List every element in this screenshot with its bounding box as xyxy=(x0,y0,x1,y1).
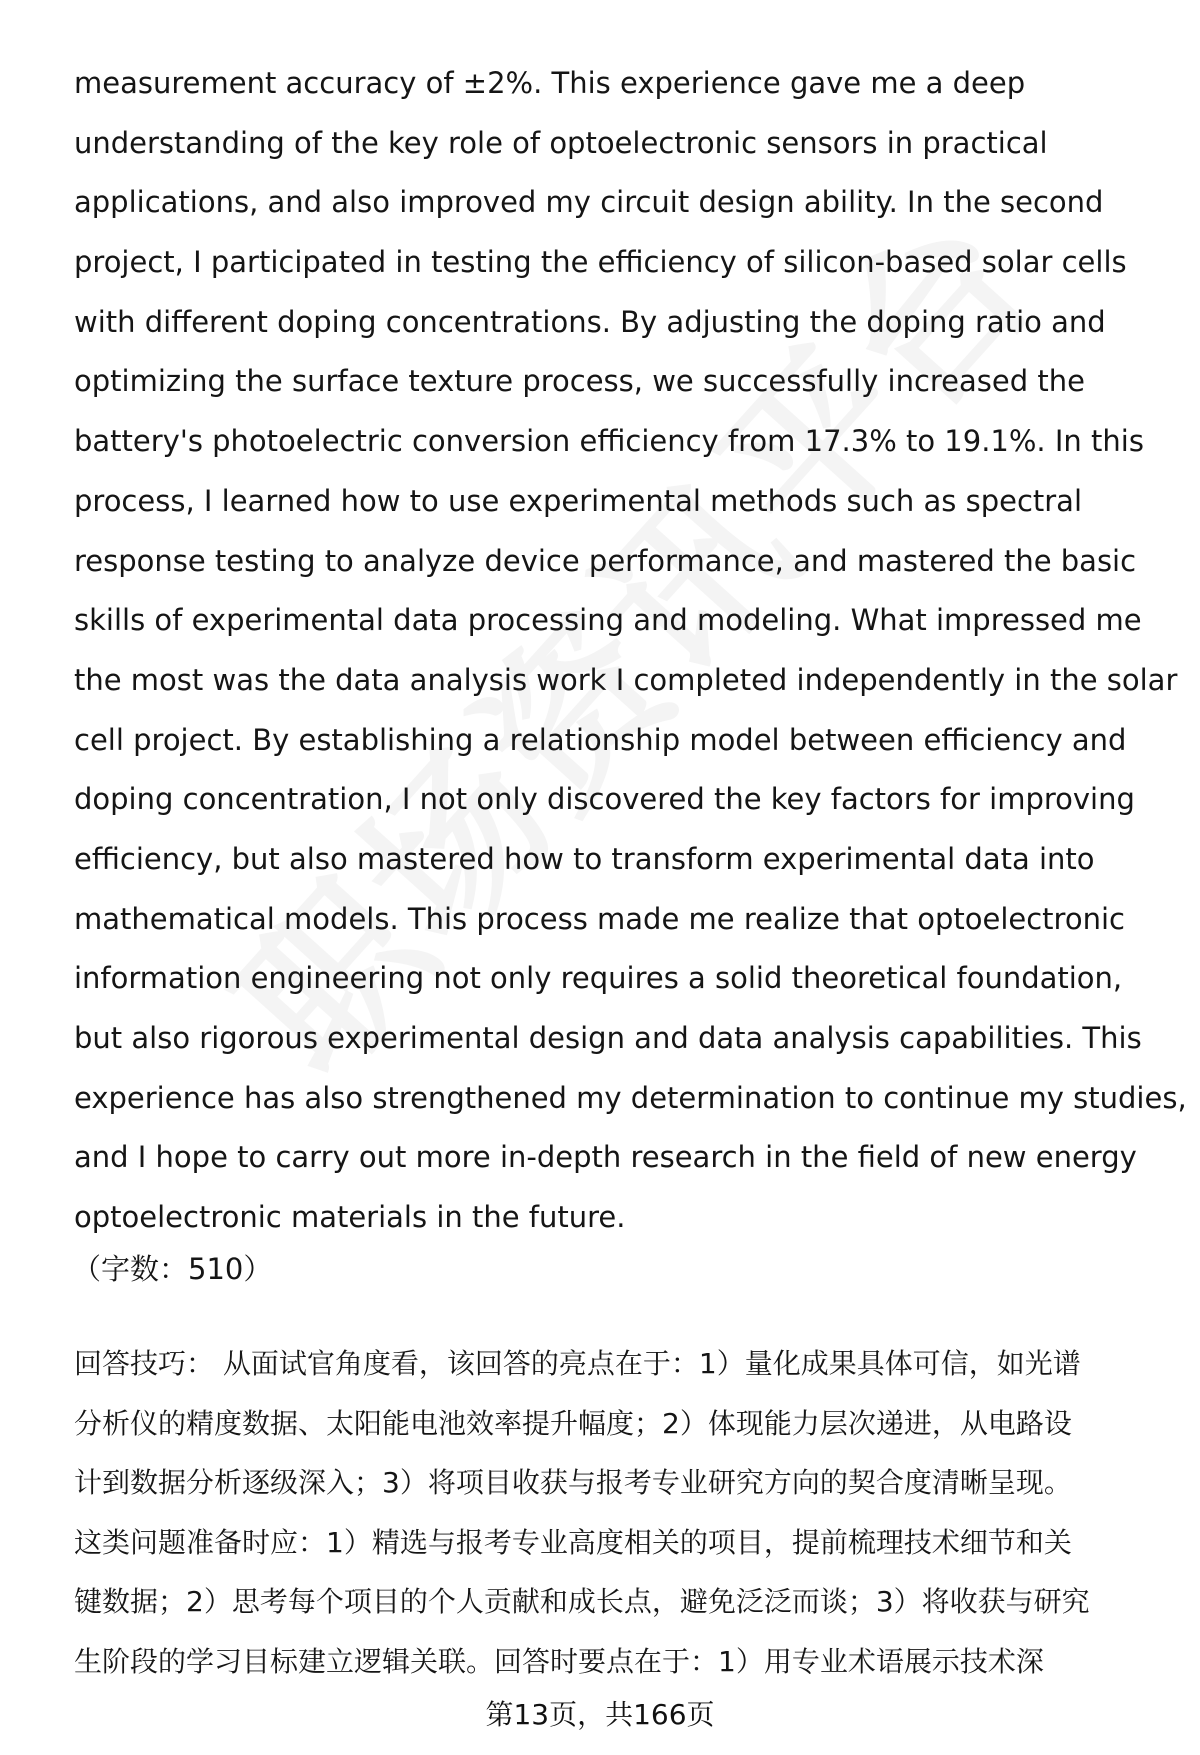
answer-line: but also rigorous experimental design and data analysis capabilities. This xyxy=(74,1021,1142,1055)
answer-line: optoelectronic materials in the future. xyxy=(74,1200,626,1235)
answer-line: and I hope to carry out more in-depth research in the field of new energy xyxy=(74,1140,1137,1175)
tips-line: 分析仪的精度数据、太阳能电池效率提升幅度；2）体现能力层次递进，从电路设 xyxy=(74,1406,1072,1440)
answer-line: information engineering not only requires a solid theoretical foundation, xyxy=(74,961,1123,996)
tips-line: 生阶段的学习目标建立逻辑关联。回答时要点在于：1）用专业术语展示技术深 xyxy=(74,1644,1044,1678)
answer-paragraph xyxy=(74,54,1187,1248)
answer-line: mathematical models. This process made me realize that optoelectronic xyxy=(74,901,1125,936)
answer-line: applications, and also improved my circuit design ability. In the second xyxy=(74,185,1104,220)
tips-line: 计到数据分析逐级深入；3）将项目收获与报考专业研究方向的契合度清晰呈现。 xyxy=(74,1466,1072,1499)
answer-line: cell project. By establishing a relationship model between efficiency and xyxy=(74,722,1127,757)
answer-line: measurement accuracy of ±2%. This experience gave me a deep xyxy=(74,66,1026,100)
page-number-footer: 第13页，共166页 xyxy=(485,1698,715,1731)
answer-line: the most was the data analysis work I completed independently in the solar xyxy=(74,662,1178,697)
answer-line: response testing to analyze device performance, and mastered the basic xyxy=(74,543,1137,578)
tips-line: 键数据；2）思考每个项目的个人贡献和成长点，避免泛泛而谈；3）将收获与研究 xyxy=(74,1585,1090,1618)
answer-line: experience has also strengthened my determination to continue my studies, xyxy=(74,1080,1187,1115)
word-count: （字数：510） xyxy=(72,1252,273,1286)
answer-line: with different doping concentrations. By adjusting the doping ratio and xyxy=(74,304,1106,339)
answer-line: understanding of the key role of optoelectronic sensors in practical xyxy=(74,125,1048,160)
tips-line: 回答技巧： 从面试官角度看，该回答的亮点在于：1）量化成果具体可信，如光谱 xyxy=(74,1347,1081,1380)
answer-line: process, I learned how to use experimental methods such as spectral xyxy=(74,483,1083,518)
answer-line: battery's photoelectric conversion efficiency from 17.3% to 19.1%. In this xyxy=(74,424,1144,459)
answer-line: doping concentration, I not only discovered the key factors for improving xyxy=(74,782,1135,817)
answer-line: project, I participated in testing the efficiency of silicon-based solar cells xyxy=(74,245,1127,280)
answer-line: skills of experimental data processing and modeling. What impressed me xyxy=(74,603,1142,638)
answer-line: efficiency, but also mastered how to transform experimental data into xyxy=(74,841,1095,876)
answer-line: optimizing the surface texture process, we successfully increased the xyxy=(74,364,1085,399)
answer-tips-paragraph xyxy=(74,1334,1164,1691)
tips-line: 这类问题准备时应：1）精选与报考专业高度相关的项目，提前梳理技术细节和关 xyxy=(74,1525,1072,1559)
